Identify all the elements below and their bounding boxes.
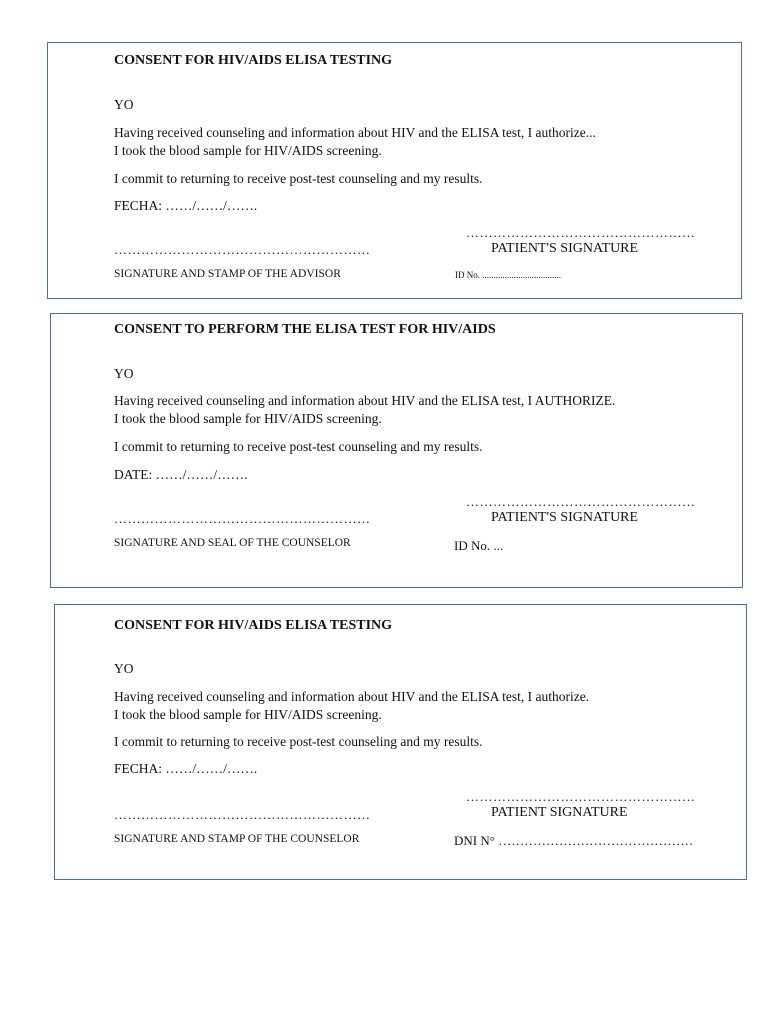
counselor-signature-label: SIGNATURE AND STAMP OF THE COUNSELOR: [114, 833, 360, 845]
counselor-signature-line: …………………………………………………: [114, 511, 371, 526]
form-title: CONSENT FOR HIV/AIDS ELISA TESTING: [114, 53, 393, 68]
advisor-signature-line: …………………………………………………: [114, 242, 371, 257]
commitment-text: I commit to returning to receive post-test counseling and my results.: [114, 171, 483, 186]
yo-label: YO: [114, 661, 134, 676]
advisor-signature-label: SIGNATURE AND STAMP OF THE ADVISOR: [114, 268, 341, 280]
patient-signature-label: PATIENT SIGNATURE: [491, 805, 628, 820]
authorization-text: Having received counseling and information about HIV and the ELISA test, I AUTHORIZE.: [114, 393, 616, 408]
authorization-text: Having received counseling and information about HIV and the ELISA test, I authorize...: [114, 125, 596, 140]
yo-label: YO: [114, 97, 134, 112]
yo-label: YO: [114, 366, 134, 381]
consent-form-2: [50, 313, 743, 588]
form-title: CONSENT FOR HIV/AIDS ELISA TESTING: [114, 618, 393, 633]
patient-signature-line: ……………………………………………: [466, 494, 696, 509]
id-number-field: ID No. ...................................: [455, 270, 561, 280]
id-number-field: ID No. ...: [454, 538, 504, 553]
commitment-text: I commit to returning to receive post-test counseling and my results.: [114, 734, 483, 749]
form-title: CONSENT TO PERFORM THE ELISA TEST FOR HIV/AIDS: [114, 322, 496, 337]
consent-form-3: [54, 604, 747, 880]
blood-sample-text: I took the blood sample for HIV/AIDS screening.: [114, 143, 382, 158]
counselor-signature-line: …………………………………………………: [114, 807, 371, 822]
date-field: DATE: ……/……/…….: [114, 467, 248, 482]
blood-sample-text: I took the blood sample for HIV/AIDS screening.: [114, 411, 382, 426]
consent-form-1: [47, 42, 742, 299]
blood-sample-text: I took the blood sample for HIV/AIDS screening.: [114, 707, 382, 722]
authorization-text: Having received counseling and information about HIV and the ELISA test, I authorize.: [114, 689, 590, 704]
counselor-signature-label: SIGNATURE AND SEAL OF THE COUNSELOR: [114, 537, 351, 549]
date-field: FECHA: ……/……/…….: [114, 761, 258, 776]
patient-signature-label: PATIENT'S SIGNATURE: [491, 510, 639, 525]
patient-signature-label: PATIENT'S SIGNATURE: [491, 241, 639, 256]
patient-signature-line: ……………………………………………: [466, 789, 696, 804]
date-field: FECHA: ……/……/…….: [114, 198, 258, 213]
commitment-text: I commit to returning to receive post-test counseling and my results.: [114, 439, 483, 454]
dni-number-field: DNI N° ………………………………………: [454, 833, 694, 848]
patient-signature-line: ……………………………………………: [466, 225, 696, 240]
